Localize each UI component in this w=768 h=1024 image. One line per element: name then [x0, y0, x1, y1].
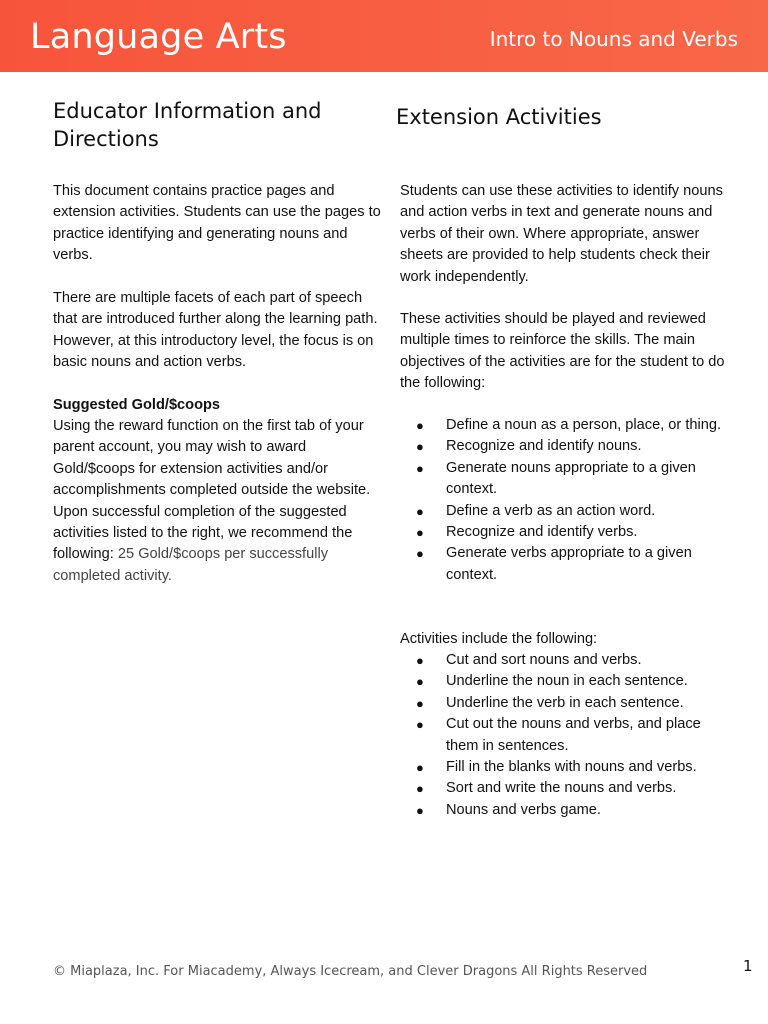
extension-activities-heading: Extension Activities — [396, 105, 602, 129]
gold-coops-text: Using the reward function on the first tab of your parent account, you may wish to award Gold/$coops for extension activities and/or accomplishments completed outside the website. Upon successful completion of the suggested activities listed to the right, we recommend the following: — [53, 418, 371, 563]
bullet-icon: ● — [416, 674, 424, 690]
objectives-list — [400, 415, 735, 586]
extension-para-1: Students can use these activities to identify nouns and action verbs in text and generate nouns and verbs of their own. Where appropriate, answer sheets are provided to help students check their work independently. — [400, 183, 723, 285]
list-item: ● Generate verbs appropriate to a given context. — [416, 545, 692, 583]
bullet-icon: ● — [416, 760, 424, 776]
bullet-icon: ● — [416, 781, 424, 797]
bullet-icon: ● — [416, 460, 424, 476]
page-number: 1 — [743, 957, 753, 975]
list-item: ● Fill in the blanks with nouns and verbs. — [400, 757, 735, 778]
footer-copyright: © Miaplaza, Inc. For Miacademy, Always Icecream, and Clever Dragons All Rights Reserved — [53, 964, 648, 979]
gold-coops-award: 25 Gold/$coops per successfully completed activity. — [53, 546, 329, 584]
list-item: ● Underline the verb in each sentence. — [400, 693, 735, 714]
educator-para-1: This document contains practice pages and extension activities. Students can use the pages to practice identifying and generating nouns and verbs. — [53, 183, 381, 264]
list-item: ● Define a noun as a person, place, or thing. — [400, 415, 735, 436]
list-item: ● Nouns and verbs game. — [400, 800, 735, 821]
bullet-icon: ● — [416, 717, 424, 733]
bullet-icon: ● — [416, 525, 424, 541]
bullet-icon: ● — [416, 439, 424, 455]
list-item: ● Recognize and identify verbs. — [400, 522, 735, 543]
list-item: ● Generate nouns appropriate to a given context. — [416, 459, 696, 498]
educator-info-heading: Educator Information and Directions — [53, 99, 322, 151]
gold-coops-paragraph — [53, 416, 383, 587]
bullet-icon: ● — [416, 418, 424, 433]
bullet-icon: ● — [416, 802, 424, 818]
list-item: ● Underline the noun in each sentence. — [400, 671, 735, 692]
bullet-icon: ● — [416, 695, 424, 711]
activities-intro: Activities include the following: — [400, 631, 598, 647]
list-item: ● Cut out the nouns and verbs, and place them in sentences. — [416, 716, 701, 754]
header-subtitle: Intro to Nouns and Verbs — [489, 27, 738, 51]
header-title: Language Arts — [30, 17, 287, 57]
bullet-icon: ● — [416, 653, 424, 668]
list-item: ● Recognize and identify nouns. — [400, 436, 735, 457]
bullet-icon: ● — [416, 503, 424, 519]
list-item: ● Define a verb as an action word. — [400, 501, 735, 522]
list-item: ● Sort and write the nouns and verbs. — [400, 778, 735, 799]
activities-list — [400, 650, 735, 821]
educator-para-2: There are multiple facets of each part of speech that are introduced further along the learning path. However, at this introductory level, the focus is on basic nouns and action verbs. — [53, 290, 378, 371]
gold-coops-heading: Suggested Gold/$coops — [53, 397, 221, 413]
page-header — [0, 0, 768, 72]
list-item: ● Cut and sort nouns and verbs. — [400, 650, 735, 671]
extension-para-2: These activities should be played and reviewed multiple times to reinforce the skills. The main objectives of the activities are for the student to do the following: — [400, 311, 725, 392]
bullet-icon: ● — [416, 546, 424, 562]
